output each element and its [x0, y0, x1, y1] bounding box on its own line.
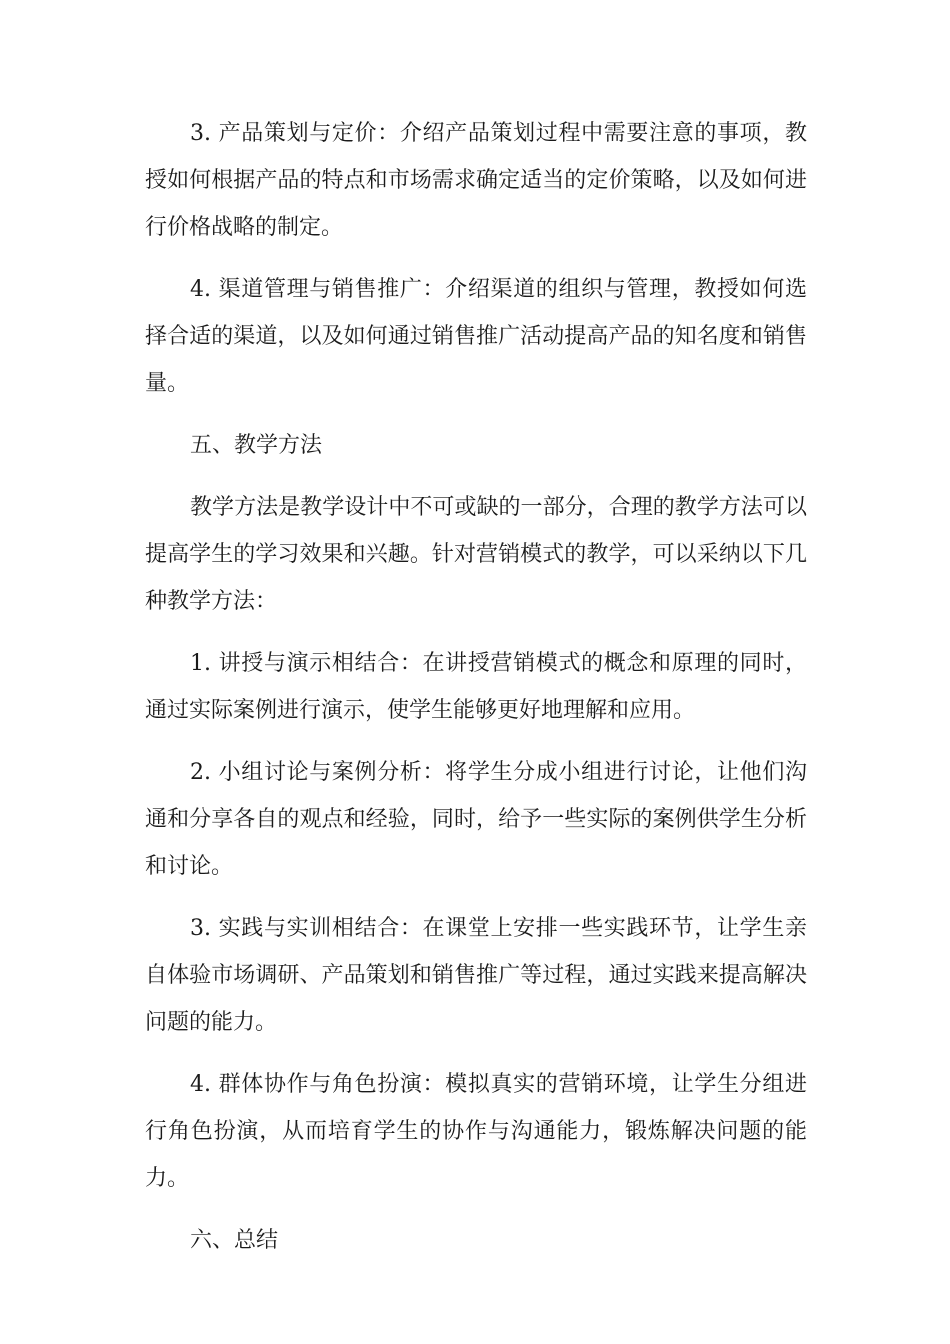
section-heading-summary: 六、总结: [190, 1228, 279, 1253]
section-heading-teaching-methods: 五、教学方法: [190, 433, 323, 458]
teaching-methods-intro: 教学方法是教学设计中不可或缺的一部分，合理的教学方法可以提高学生的学习效果和兴趣。针对营销模式的教学，可以采纳以下几种教学方法：: [145, 495, 807, 614]
method-teamwork-roleplay: 4. 群体协作与角色扮演：模拟真实的营销环境，让学生分组进行角色扮演，从而培育学生的协作与沟通能力，锻炼解决问题的能力。: [145, 1072, 807, 1191]
item-channel-sales-promotion: 4. 渠道管理与销售推广：介绍渠道的组织与管理，教授如何选择合适的渠道，以及如何通过销售推广活动提高产品的知名度和销售量。: [145, 277, 807, 396]
document-body: [145, 110, 807, 1279]
method-group-discussion: 2. 小组讨论与案例分析：将学生分成小组进行讨论，让他们沟通和分享各自的观点和经验，同时，给予一些实际的案例供学生分析和讨论。: [145, 760, 807, 879]
method-practice-training: 3. 实践与实训相结合：在课堂上安排一些实践环节，让学生亲自体验市场调研、产品策划和销售推广等过程，通过实践来提高解决问题的能力。: [145, 916, 807, 1035]
method-lecture-demonstration: 1. 讲授与演示相结合：在讲授营销模式的概念和原理的同时，通过实际案例进行演示，使学生能够更好地理解和应用。: [145, 651, 807, 723]
item-product-planning-pricing: 3. 产品策划与定价：介绍产品策划过程中需要注意的事项，教授如何根据产品的特点和市场需求确定适当的定价策略，以及如何进行价格战略的制定。: [145, 121, 807, 240]
